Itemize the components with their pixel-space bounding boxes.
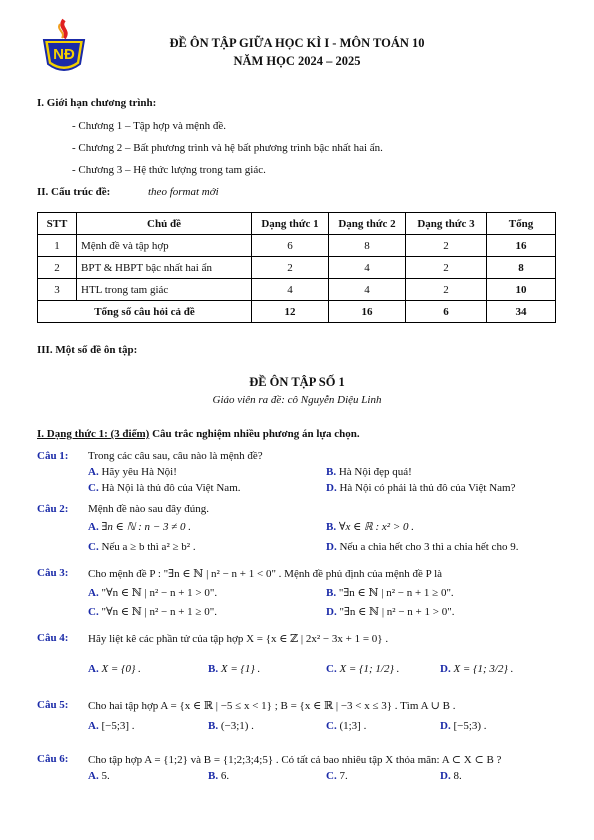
option-letter: D. (440, 663, 451, 675)
table-row (38, 235, 556, 257)
option-d (326, 541, 518, 553)
part-heading (37, 428, 360, 440)
table-cell: 2 (406, 257, 487, 279)
option-text: 7. (339, 770, 348, 782)
option-d (326, 605, 454, 618)
option-text: 5. (101, 770, 110, 782)
col-header: Dạng thức 1 (252, 213, 329, 235)
option-a (88, 720, 135, 732)
option-text: Nếu a ≥ b thì a² ≥ b² . (101, 541, 196, 553)
table-cell: 34 (487, 301, 556, 323)
option-letter: A. (88, 521, 99, 533)
table-row (38, 279, 556, 301)
option-text: Hà Nội có phải là thủ đô của Việt Nam? (339, 482, 516, 494)
option-text: 8. (453, 770, 462, 782)
question-stem: Hãy liệt kê các phần tử của tập hợp X = {x ∈ ℤ | 2x² − 3x + 1 = 0} . (88, 633, 389, 645)
table-cell: 12 (252, 301, 329, 323)
section1-heading: I. Giới hạn chương trình: (37, 97, 157, 109)
option-d (440, 770, 462, 782)
option-letter: D. (326, 606, 337, 618)
section2-note: theo format mới (148, 186, 219, 198)
table-cell: Mệnh đề và tập hợp (77, 235, 252, 257)
option-a (88, 586, 217, 599)
option-letter: A. (88, 466, 99, 478)
option-c (88, 541, 196, 553)
option-text: (1;3] . (339, 720, 367, 732)
col-header: Chủ đề (77, 213, 252, 235)
question-label: Câu 3: (37, 567, 69, 579)
table-cell: 1 (38, 235, 77, 257)
option-text: [−5;3] . (101, 720, 135, 732)
table-cell: 2 (406, 279, 487, 301)
option-c (326, 770, 348, 782)
table-cell: 2 (252, 257, 329, 279)
table-cell: 16 (329, 301, 406, 323)
option-text: "∀n ∈ ℕ | n² − n + 1 ≥ 0". (101, 606, 217, 618)
option-letter: A. (88, 587, 99, 599)
question-stem: Trong các câu sau, câu nào là mệnh đề? (88, 450, 263, 462)
option-text: ∀x ∈ ℝ : x² > 0 . (338, 521, 414, 533)
option-c (326, 720, 366, 732)
option-b (208, 770, 229, 782)
question-label: Câu 5: (37, 699, 69, 711)
structure-table (37, 212, 556, 323)
option-letter: D. (326, 541, 337, 553)
table-cell: HTL trong tam giác (77, 279, 252, 301)
option-letter: B. (208, 770, 219, 782)
chapter-item-1: - Chương 1 – Tập hợp và mệnh đề. (72, 120, 226, 132)
chapter-item-3: - Chương 3 – Hệ thức lượng trong tam giác. (72, 164, 266, 176)
option-letter: B. (326, 521, 337, 533)
table-cell: 4 (252, 279, 329, 301)
section2-heading: II. Cấu trúc đề: (37, 186, 111, 198)
option-text: (−3;1) . (220, 720, 254, 732)
question-stem: Cho mệnh đề P : "∃n ∈ ℕ | n² − n + 1 < 0" . Mệnh đề phủ định của mệnh đề P là (88, 568, 443, 580)
option-c (326, 663, 399, 675)
option-text: 6. (220, 770, 230, 782)
option-b (326, 466, 412, 478)
table-cell: 6 (252, 235, 329, 257)
option-letter: D. (440, 720, 451, 732)
table-cell: BPT & HBPT bậc nhất hai ẩn (77, 257, 252, 279)
option-letter: B. (326, 466, 337, 478)
page-subtitle: NĂM HỌC 2024 – 2025 (233, 54, 361, 68)
question-label: Câu 2: (37, 503, 69, 515)
table-cell: 8 (487, 257, 556, 279)
option-letter: C. (326, 720, 337, 732)
option-letter: C. (326, 663, 337, 675)
option-letter: A. (88, 720, 99, 732)
option-text: X = {1} . (220, 663, 261, 675)
page-title: ĐỀ ÔN TẬP GIỮA HỌC KÌ I - MÔN TOÁN 10 (169, 36, 425, 50)
question-label: Câu 4: (37, 632, 69, 644)
option-text: [−5;3) . (453, 720, 487, 732)
table-header-row (38, 213, 556, 235)
exam-author: Giáo viên ra đề: cô Nguyễn Diệu Linh (212, 394, 382, 406)
table-row (38, 257, 556, 279)
part-label: I. Dạng thức 1: (3 điểm) (37, 428, 150, 440)
option-a (88, 663, 141, 675)
table-cell: Tổng số câu hỏi cả đề (38, 301, 252, 323)
option-d (440, 720, 487, 732)
exam-title: ĐỀ ÔN TẬP SỐ 1 (249, 375, 345, 389)
option-letter: B. (326, 587, 337, 599)
table-cell: 2 (406, 235, 487, 257)
option-c (88, 605, 217, 618)
col-header: STT (38, 213, 77, 235)
option-text: X = {0} . (101, 663, 141, 675)
option-letter: C. (88, 606, 99, 618)
logo-text: NĐ (53, 46, 75, 63)
option-text: "∃n ∈ ℕ | n² − n + 1 > 0". (339, 606, 455, 618)
col-header: Tổng (487, 213, 556, 235)
table-cell: 16 (487, 235, 556, 257)
chapter-item-2: - Chương 2 – Bất phương trình và hệ bất phương trình bậc nhất hai ẩn. (72, 142, 383, 154)
table-cell: 4 (329, 279, 406, 301)
table-cell: 6 (406, 301, 487, 323)
option-letter: B. (208, 720, 219, 732)
option-d (326, 482, 515, 494)
option-letter: A. (88, 663, 99, 675)
option-text: Hà Nội là thủ đô của Việt Nam. (101, 482, 241, 494)
col-header: Dạng thức 2 (329, 213, 406, 235)
question-label: Câu 1: (37, 450, 69, 462)
option-text: ∃n ∈ ℕ : n − 3 ≠ 0 . (101, 521, 191, 533)
option-text: "∃n ∈ ℕ | n² − n + 1 ≥ 0". (338, 587, 454, 599)
option-text: Hãy yêu Hà Nội! (101, 466, 177, 478)
option-letter: D. (440, 770, 451, 782)
option-b (326, 520, 414, 533)
option-d (440, 663, 513, 675)
option-text: Hà Nội đẹp quá! (338, 466, 412, 478)
option-c (88, 482, 241, 494)
table-cell: 2 (38, 257, 77, 279)
section3-heading: III. Một số đề ôn tập: (37, 344, 138, 356)
col-header: Dạng thức 3 (406, 213, 487, 235)
option-letter: C. (326, 770, 337, 782)
option-b (208, 663, 260, 675)
option-text: X = {1; 1/2} . (339, 663, 400, 675)
option-b (326, 586, 454, 599)
option-letter: B. (208, 663, 219, 675)
option-letter: D. (326, 482, 337, 494)
option-letter: C. (88, 482, 99, 494)
option-text: X = {1; 3/2} . (453, 663, 514, 675)
option-text: Nếu a chia hết cho 3 thì a chia hết cho 9. (339, 541, 519, 553)
question-stem: Mệnh đề nào sau đây đúng. (88, 503, 209, 515)
option-a (88, 466, 177, 478)
option-letter: A. (88, 770, 99, 782)
option-letter: C. (88, 541, 99, 553)
table-cell: 8 (329, 235, 406, 257)
table-total-row (38, 301, 556, 323)
question-stem: Cho hai tập hợp A = {x ∈ ℝ | −5 ≤ x < 1} ; B = {x ∈ ℝ | −3 < x ≤ 3} . Tìm A ∪ B . (88, 700, 456, 712)
table-cell: 10 (487, 279, 556, 301)
question-label: Câu 6: (37, 753, 69, 765)
option-text: "∀n ∈ ℕ | n² − n + 1 > 0". (101, 587, 218, 599)
option-a (88, 520, 191, 533)
question-stem: Cho tập hợp A = {1;2} và B = {1;2;3;4;5} . Có tất cả bao nhiêu tập X thỏa mãn: A ⊂ X ⊂ B ? (88, 754, 502, 766)
table-cell: 3 (38, 279, 77, 301)
table-cell: 4 (329, 257, 406, 279)
part-desc: Câu trắc nghiệm nhiều phương án lựa chọn. (149, 428, 360, 440)
option-b (208, 720, 254, 732)
option-a (88, 770, 110, 782)
